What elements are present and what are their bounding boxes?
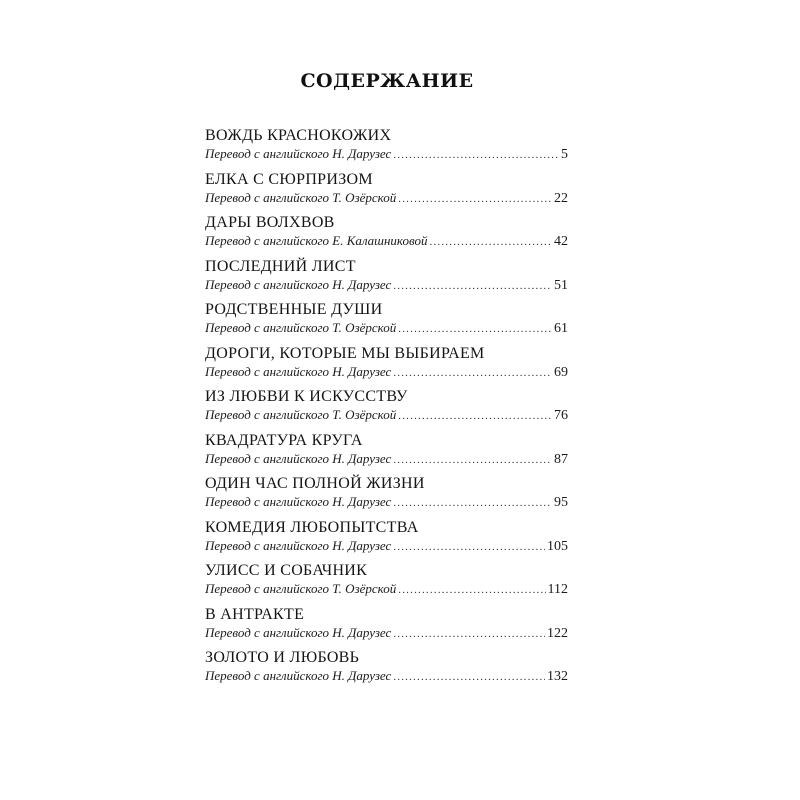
toc-entry-title: В АНТРАКТЕ xyxy=(205,605,305,623)
dot-leader xyxy=(393,539,545,556)
toc-entry xyxy=(205,257,568,301)
toc-entry xyxy=(205,431,568,475)
dot-leader xyxy=(430,234,553,251)
toc-entry-credit: Перевод с английского Н. Дарузес xyxy=(205,276,392,292)
toc-entry-line xyxy=(205,319,568,338)
toc-entry xyxy=(205,561,568,605)
toc-entry-credit: Перевод с английского Т. Озёрской xyxy=(205,320,397,335)
toc-entry-page: 51 xyxy=(554,277,568,293)
toc-entry xyxy=(205,518,568,562)
toc-entry-title: ЕЛКА С СЮРПРИЗОМ xyxy=(205,170,373,188)
dot-leader xyxy=(393,147,559,164)
toc-entry-line xyxy=(205,276,568,295)
toc-entry-page: 105 xyxy=(547,538,568,554)
page-title: СОДЕРЖАНИЕ xyxy=(300,70,474,92)
toc-entry-credit: Перевод с английского Т. Озёрской xyxy=(205,189,397,205)
toc-entry-page: 42 xyxy=(554,234,568,249)
toc-entry-line xyxy=(205,450,568,469)
toc-entry xyxy=(205,648,568,692)
table-of-contents xyxy=(205,126,568,692)
toc-entry-line xyxy=(205,145,568,164)
toc-entry-credit: Перевод с английского Н. Дарузес xyxy=(205,146,392,161)
toc-entry-line xyxy=(205,232,568,251)
toc-entry-title: ДОРОГИ, КОТОРЫЕ МЫ ВЫБИРАЕМ xyxy=(205,344,485,362)
toc-entry-title: ВОЖДЬ КРАСНОКОЖИХ xyxy=(205,127,392,144)
toc-entry-page: 87 xyxy=(554,451,568,467)
toc-entry xyxy=(205,344,568,388)
toc-entry-credit: Перевод с английского Е. Калашниковой xyxy=(205,233,428,248)
toc-entry-page: 61 xyxy=(554,321,568,336)
toc-entry-title: КВАДРАТУРА КРУГА xyxy=(205,431,363,449)
dot-leader xyxy=(393,365,552,382)
toc-entry-page: 76 xyxy=(554,408,568,423)
toc-entry-credit: Перевод с английского Т. Озёрской xyxy=(205,581,397,596)
toc-entry-credit: Перевод с английского Т. Озёрской xyxy=(205,407,397,422)
toc-entry-line xyxy=(205,493,568,512)
toc-entry-line xyxy=(205,406,568,425)
toc-entry-line xyxy=(205,189,568,208)
dot-leader xyxy=(393,626,545,643)
toc-entry-credit: Перевод с английского Н. Дарузес xyxy=(205,363,392,379)
toc-entry-title: ЗОЛОТО И ЛЮБОВЬ xyxy=(205,649,360,666)
dot-leader xyxy=(393,495,552,512)
toc-entry xyxy=(205,170,568,214)
toc-entry-title: УЛИСС И СОБАЧНИК xyxy=(205,562,368,579)
dot-leader xyxy=(398,408,552,425)
toc-entry xyxy=(205,605,568,649)
toc-entry-credit: Перевод с английского Н. Дарузес xyxy=(205,668,392,683)
toc-entry-page: 5 xyxy=(561,147,568,162)
toc-entry-page: 132 xyxy=(547,669,568,684)
toc-entry-line xyxy=(205,667,568,686)
toc-entry-page: 69 xyxy=(554,364,568,380)
toc-entry-credit: Перевод с английского Н. Дарузес xyxy=(205,537,392,553)
toc-entry xyxy=(205,213,568,257)
toc-entry-line xyxy=(205,624,568,643)
toc-entry-title: ДАРЫ ВОЛХВОВ xyxy=(205,214,335,231)
dot-leader xyxy=(398,191,552,208)
toc-entry xyxy=(205,474,568,518)
toc-entry-title: ИЗ ЛЮБВИ К ИСКУССТВУ xyxy=(205,388,408,405)
toc-entry-title: ПОСЛЕДНИЙ ЛИСТ xyxy=(205,257,356,275)
toc-entry-page: 112 xyxy=(547,582,568,597)
dot-leader xyxy=(398,321,552,338)
toc-entry-credit: Перевод с английского Н. Дарузес xyxy=(205,494,392,509)
toc-entry-title: КОМЕДИЯ ЛЮБОПЫТСТВА xyxy=(205,518,419,536)
toc-entry-line xyxy=(205,537,568,556)
toc-entry-line xyxy=(205,580,568,599)
dot-leader xyxy=(398,582,545,599)
toc-entry-page: 95 xyxy=(554,495,568,510)
toc-entry-credit: Перевод с английского Н. Дарузес xyxy=(205,450,392,466)
dot-leader xyxy=(393,669,545,686)
toc-entry xyxy=(205,387,568,431)
toc-entry-page: 22 xyxy=(554,190,568,206)
toc-entry-credit: Перевод с английского Н. Дарузес xyxy=(205,624,392,640)
toc-entry xyxy=(205,126,568,170)
dot-leader xyxy=(393,452,552,469)
toc-entry-page: 122 xyxy=(547,625,568,641)
dot-leader xyxy=(393,278,552,295)
toc-entry-line xyxy=(205,363,568,382)
toc-entry-title: ОДИН ЧАС ПОЛНОЙ ЖИЗНИ xyxy=(205,475,425,492)
toc-entry xyxy=(205,300,568,344)
toc-entry-title: РОДСТВЕННЫЕ ДУШИ xyxy=(205,301,383,318)
